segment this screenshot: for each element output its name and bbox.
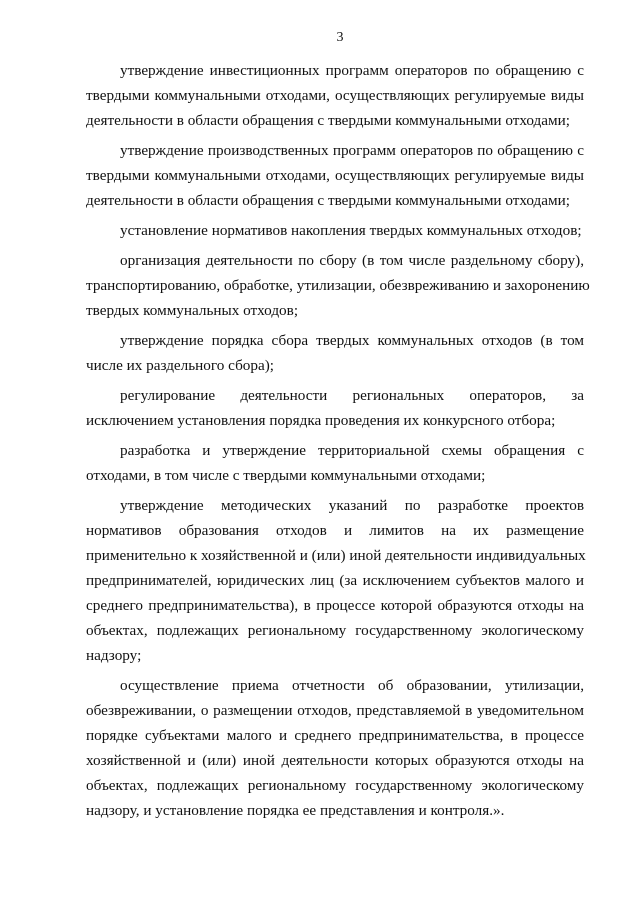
document-body <box>86 58 590 828</box>
text-line: нормативов образования отходов и лимитов на их размещение <box>86 522 584 539</box>
text-line: применительно к хозяйственной и (или) иной деятельности индивидуальных <box>86 547 586 564</box>
text-line: числе их раздельного сбора); <box>86 357 274 374</box>
text-line: утверждение инвестиционных программ операторов по обращению с <box>120 62 584 79</box>
text-line: утверждение методических указаний по разработке проектов <box>120 497 584 514</box>
text-line: надзору, и установление порядка ее представления и контроля.». <box>86 802 505 819</box>
paragraph-reporting <box>86 673 584 823</box>
paragraph-collection-organization <box>86 248 590 323</box>
text-line: твердыми коммунальными отходами, осуществляющих регулируемые виды <box>86 87 584 104</box>
text-line: отходами, в том числе с твердыми коммунальными отходами; <box>86 467 486 484</box>
paragraph-regional-operators <box>86 383 584 433</box>
text-line: организация деятельности по сбору (в том числе раздельному сбору), <box>120 252 584 269</box>
text-line: хозяйственной и (или) иной деятельности которых образуются отходы на <box>86 752 584 769</box>
paragraph-methodological-guidelines <box>86 493 584 668</box>
text-line: установление нормативов накопления твердых коммунальных отходов; <box>120 222 582 239</box>
paragraph-production-programs <box>86 138 584 213</box>
text-line: твердыми коммунальными отходами, осуществляющих регулируемые виды <box>86 167 584 184</box>
text-line: утверждение производственных программ операторов по обращению с <box>120 142 584 159</box>
text-line: твердых коммунальных отходов; <box>86 302 299 319</box>
text-line: утверждение порядка сбора твердых коммунальных отходов (в том <box>120 332 584 349</box>
text-line: порядке субъектами малого и среднего предпринимательства, в процессе <box>86 727 584 744</box>
text-line: среднего предпринимательства), в процессе которой образуются отходы на <box>86 597 584 614</box>
text-line: обезвреживании, о размещении отходов, представляемой в уведомительном <box>86 702 584 719</box>
text-line: деятельности в области обращения с твердыми коммунальными отходами; <box>86 112 570 129</box>
text-line: объектах, подлежащих региональному государственному экологическому <box>86 622 584 639</box>
page-number: 3 <box>336 30 344 45</box>
text-line: транспортированию, обработке, утилизации, обезвреживанию и захоронению <box>86 277 590 294</box>
paragraph-collection-procedure <box>86 328 584 378</box>
paragraph-territorial-scheme <box>86 438 584 488</box>
text-line: исключением установления порядка проведения их конкурсного отбора; <box>86 412 556 429</box>
paragraph-investment-programs <box>86 58 584 133</box>
text-line: надзору; <box>86 647 142 664</box>
text-line: регулирование деятельности региональных операторов, за <box>120 387 584 404</box>
paragraph-accumulation-norms <box>86 218 584 243</box>
text-line: деятельности в области обращения с твердыми коммунальными отходами; <box>86 192 570 209</box>
text-line: осуществление приема отчетности об образовании, утилизации, <box>120 677 584 694</box>
text-line: предпринимателей, юридических лиц (за исключением субъектов малого и <box>86 572 584 589</box>
text-line: разработка и утверждение территориальной схемы обращения с <box>120 442 584 459</box>
text-line: объектах, подлежащих региональному государственному экологическому <box>86 777 584 794</box>
